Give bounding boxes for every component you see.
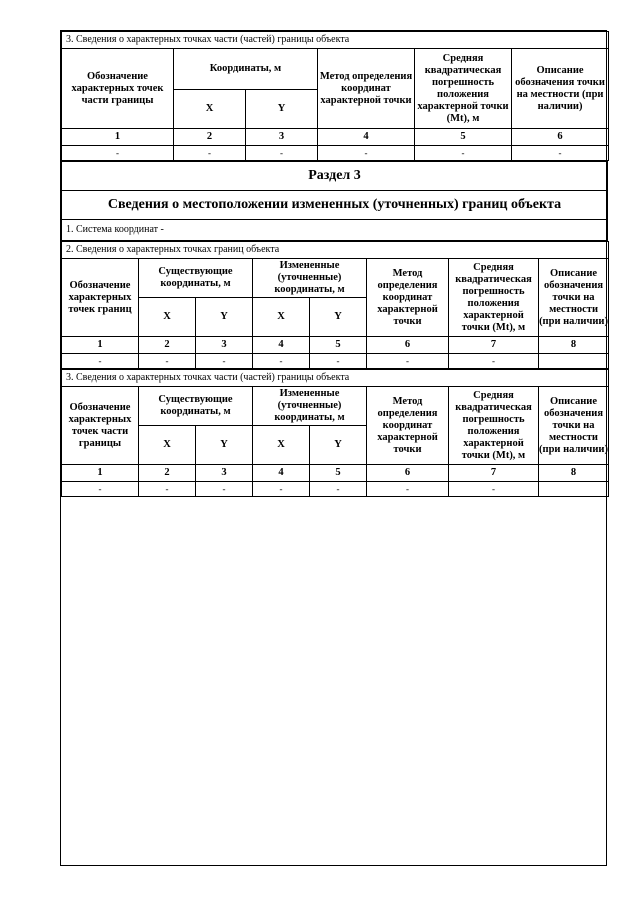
header-precision: Средняя квадратическая погрешность положения характерной точки (Mt), м xyxy=(415,49,512,129)
table-cell: - xyxy=(367,482,449,497)
header-existing-coordinates: Существующие координаты, м xyxy=(139,259,253,298)
column-number: 2 xyxy=(139,337,196,354)
column-number: 5 xyxy=(310,337,367,354)
header-x: X xyxy=(253,426,310,465)
column-number: 6 xyxy=(512,129,609,146)
column-number: 1 xyxy=(62,129,174,146)
table-cell: - xyxy=(415,146,512,161)
table-part-boundary-points-changed xyxy=(61,369,609,497)
table-cell: - xyxy=(253,482,310,497)
header-changed-coordinates: Измененные (уточненные) координаты, м xyxy=(253,387,367,426)
table-cell: - xyxy=(310,354,367,369)
header-method: Метод определения координат характерной точки xyxy=(367,387,449,465)
table-cell: - xyxy=(246,146,318,161)
column-number: 3 xyxy=(196,465,253,482)
header-description: Описание обозначения точки на местности (при наличии) xyxy=(539,387,609,465)
header-description: Описание обозначения точки на местности (при наличии) xyxy=(539,259,609,337)
header-precision: Средняя квадратическая погрешность положения характерной точки (Mt), м xyxy=(449,259,539,337)
section-subtitle: Сведения о местоположении измененных (уточненных) границ объекта xyxy=(62,191,608,220)
column-number: 8 xyxy=(539,337,609,354)
header-description: Описание обозначения точки на местности (при наличии) xyxy=(512,49,609,129)
header-y: Y xyxy=(310,298,367,337)
column-number: 1 xyxy=(62,337,139,354)
table-cell: - xyxy=(62,354,139,369)
table-caption: 3. Сведения о характерных точках части (частей) границы объекта xyxy=(62,370,609,387)
table-cell: - xyxy=(318,146,415,161)
column-number: 3 xyxy=(196,337,253,354)
table-cell xyxy=(539,354,609,369)
column-numbers-row xyxy=(62,129,609,146)
column-number: 6 xyxy=(367,337,449,354)
table-row xyxy=(62,146,609,161)
table-part-boundary-points xyxy=(61,31,609,161)
column-number: 6 xyxy=(367,465,449,482)
table-cell: - xyxy=(196,354,253,369)
header-x: X xyxy=(139,298,196,337)
header-method: Метод определения координат характерной точки xyxy=(318,49,415,129)
column-number: 4 xyxy=(318,129,415,146)
table-row xyxy=(62,354,609,369)
table-cell: - xyxy=(512,146,609,161)
table-caption: 3. Сведения о характерных точках части (частей) границы объекта xyxy=(62,32,609,49)
header-precision: Средняя квадратическая погрешность положения характерной точки (Mt), м xyxy=(449,387,539,465)
header-y: Y xyxy=(196,426,253,465)
header-y: Y xyxy=(310,426,367,465)
table-cell: - xyxy=(174,146,246,161)
column-number: 7 xyxy=(449,337,539,354)
header-changed-coordinates: Измененные (уточненные) координаты, м xyxy=(253,259,367,298)
column-numbers-row xyxy=(62,337,609,354)
header-y: Y xyxy=(196,298,253,337)
column-number: 5 xyxy=(310,465,367,482)
table-boundary-points xyxy=(61,241,609,369)
table-cell: - xyxy=(449,482,539,497)
table-cell xyxy=(539,482,609,497)
column-number: 7 xyxy=(449,465,539,482)
header-designation: Обозначение характерных точек части границы xyxy=(62,387,139,465)
section-heading xyxy=(61,161,608,241)
table-cell: - xyxy=(449,354,539,369)
column-number: 5 xyxy=(415,129,512,146)
table-cell: - xyxy=(196,482,253,497)
table-cell: - xyxy=(139,482,196,497)
table-caption: 2. Сведения о характерных точках границ объекта xyxy=(62,242,609,259)
header-coordinates: Координаты, м xyxy=(174,49,318,90)
table-row xyxy=(62,482,609,497)
header-y: Y xyxy=(246,90,318,129)
table-cell: - xyxy=(62,482,139,497)
column-number: 1 xyxy=(62,465,139,482)
column-number: 2 xyxy=(139,465,196,482)
document-page xyxy=(60,30,607,866)
header-x: X xyxy=(253,298,310,337)
column-number: 8 xyxy=(539,465,609,482)
table-cell: - xyxy=(367,354,449,369)
section-title: Раздел 3 xyxy=(62,162,608,191)
column-number: 2 xyxy=(174,129,246,146)
header-x: X xyxy=(174,90,246,129)
header-designation: Обозначение характерных точек части границы xyxy=(62,49,174,129)
table-cell: - xyxy=(310,482,367,497)
column-number: 4 xyxy=(253,337,310,354)
header-designation: Обозначение характерных точек границ xyxy=(62,259,139,337)
coordinate-system: 1. Система координат - xyxy=(62,220,608,241)
column-number: 3 xyxy=(246,129,318,146)
column-number: 4 xyxy=(253,465,310,482)
table-cell: - xyxy=(253,354,310,369)
header-method: Метод определения координат характерной точки xyxy=(367,259,449,337)
header-existing-coordinates: Существующие координаты, м xyxy=(139,387,253,426)
header-x: X xyxy=(139,426,196,465)
column-numbers-row xyxy=(62,465,609,482)
table-cell: - xyxy=(139,354,196,369)
table-cell: - xyxy=(62,146,174,161)
